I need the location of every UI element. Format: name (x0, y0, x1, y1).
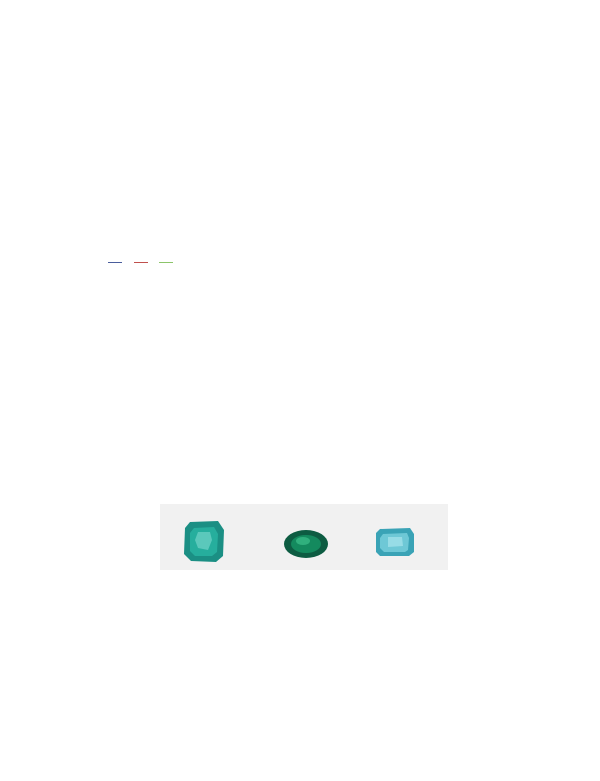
legend-item (134, 260, 150, 266)
emerald-zambia-image (282, 528, 330, 560)
legend-swatch (159, 262, 173, 263)
emerald-synthetic-image (374, 526, 416, 558)
chart-legend (108, 260, 183, 266)
legend-item (159, 260, 175, 266)
page-title (56, 128, 60, 146)
xrf-spectra-charts (90, 276, 530, 476)
legend-item (108, 260, 124, 266)
emeralds-panel (160, 504, 448, 570)
legend-swatch (108, 262, 122, 263)
legend-swatch (134, 262, 148, 263)
emerald-colombia-image (182, 518, 226, 564)
